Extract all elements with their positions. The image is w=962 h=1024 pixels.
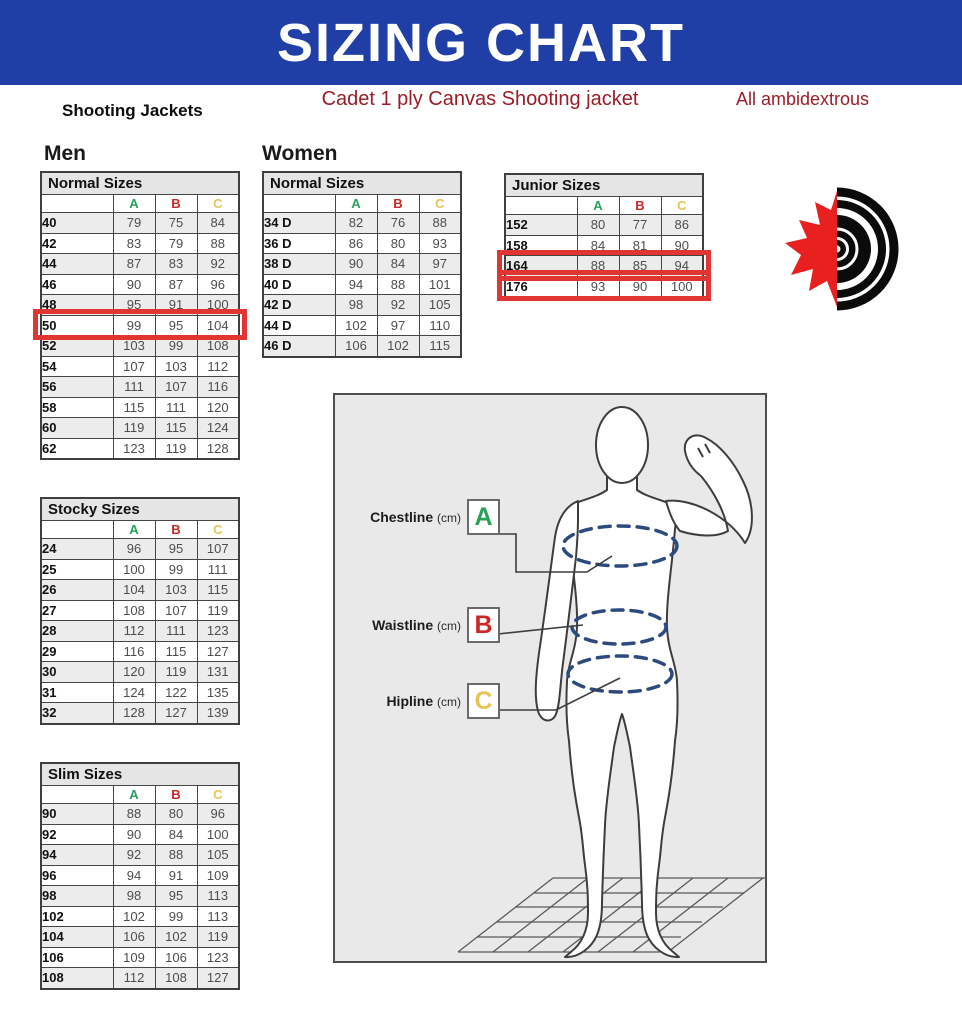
measure-value: 92 [377, 295, 419, 316]
measure-value: 92 [113, 845, 155, 866]
measure-value: 91 [155, 295, 197, 316]
size-label: 48 [41, 295, 113, 316]
col-header-c: C [197, 195, 239, 213]
size-label: 98 [41, 886, 113, 907]
subtitle-ambidextrous: All ambidextrous [736, 89, 870, 109]
waistline-text: Waistline [372, 617, 434, 633]
measure-value: 99 [113, 315, 155, 336]
page-title: SIZING CHART [277, 12, 685, 73]
table-row [263, 274, 461, 295]
size-label: 46 D [263, 336, 335, 357]
measure-value: 123 [197, 621, 239, 642]
measure-value: 119 [197, 600, 239, 621]
measure-value: 85 [619, 256, 661, 277]
measure-value: 87 [155, 274, 197, 295]
corner-cell [41, 195, 113, 213]
measure-value: 90 [619, 276, 661, 297]
chestline-label [339, 509, 461, 525]
size-label: 108 [41, 968, 113, 989]
measure-value: 99 [155, 336, 197, 357]
table-row [41, 662, 239, 683]
measure-value: 109 [113, 947, 155, 968]
table-row [41, 927, 239, 948]
slim-sizes-table [40, 762, 238, 990]
size-label: 104 [41, 927, 113, 948]
chestline-text: Chestline [370, 509, 434, 525]
measure-value: 98 [335, 295, 377, 316]
measure-value: 86 [661, 215, 703, 236]
table-row [263, 233, 461, 254]
col-header-b: B [155, 786, 197, 804]
measurement-diagram [333, 393, 767, 963]
measure-value: 94 [335, 274, 377, 295]
table-row [41, 947, 239, 968]
measure-value: 103 [113, 336, 155, 357]
measure-value: 106 [113, 927, 155, 948]
body-figure-illustration [335, 395, 765, 961]
table-row [41, 621, 239, 642]
measure-value: 80 [377, 233, 419, 254]
size-label: 158 [505, 235, 577, 256]
letter-box-b: B [467, 607, 500, 643]
table-title: Slim Sizes [41, 763, 239, 786]
size-label: 42 [41, 233, 113, 254]
measure-value: 75 [155, 213, 197, 234]
maple-leaf-target-logo [773, 185, 901, 313]
table-row [263, 254, 461, 275]
table-row [41, 804, 239, 825]
women-normal-sizes-table [262, 171, 460, 358]
measure-value: 92 [197, 254, 239, 275]
measure-value: 88 [577, 256, 619, 277]
measure-value: 128 [113, 703, 155, 724]
waistline-label [339, 617, 461, 633]
measure-value: 116 [197, 377, 239, 398]
size-label: 26 [41, 580, 113, 601]
table-row [41, 539, 239, 560]
target-icon [773, 185, 901, 313]
measure-value: 105 [197, 845, 239, 866]
men-normal-sizes-table [40, 171, 238, 460]
chestline-unit: (cm) [437, 511, 461, 525]
measure-value: 96 [197, 804, 239, 825]
size-label: 38 D [263, 254, 335, 275]
table-row [41, 397, 239, 418]
measure-value: 84 [577, 235, 619, 256]
measure-value: 112 [197, 356, 239, 377]
table-row [41, 580, 239, 601]
measure-value: 105 [419, 295, 461, 316]
measure-value: 95 [155, 539, 197, 560]
measure-value: 109 [197, 865, 239, 886]
corner-cell [41, 786, 113, 804]
measure-value: 108 [155, 968, 197, 989]
measure-value: 107 [197, 539, 239, 560]
junior-sizes-table [504, 173, 702, 298]
table-row [41, 559, 239, 580]
measure-value: 110 [419, 315, 461, 336]
size-label: 164 [505, 256, 577, 277]
size-label: 44 [41, 254, 113, 275]
table-row [263, 213, 461, 234]
measure-value: 90 [661, 235, 703, 256]
table-row [41, 315, 239, 336]
measure-value: 76 [377, 213, 419, 234]
measure-value: 107 [155, 377, 197, 398]
measure-value: 95 [113, 295, 155, 316]
measure-value: 102 [155, 927, 197, 948]
measure-value: 82 [335, 213, 377, 234]
size-label: 44 D [263, 315, 335, 336]
table-row [263, 336, 461, 357]
hipline-label [339, 693, 461, 709]
measure-value: 81 [619, 235, 661, 256]
measure-value: 77 [619, 215, 661, 236]
measure-value: 94 [661, 256, 703, 277]
size-label: 28 [41, 621, 113, 642]
measure-value: 106 [335, 336, 377, 357]
size-label: 31 [41, 682, 113, 703]
measure-value: 95 [155, 886, 197, 907]
size-label: 29 [41, 641, 113, 662]
measure-value: 83 [155, 254, 197, 275]
table-row [41, 865, 239, 886]
measure-value: 111 [155, 621, 197, 642]
measure-value: 115 [197, 580, 239, 601]
col-header-b: B [155, 195, 197, 213]
measure-value: 104 [113, 580, 155, 601]
size-label: 56 [41, 377, 113, 398]
size-label: 30 [41, 662, 113, 683]
letter-box-a: A [467, 499, 500, 535]
measure-value: 115 [155, 641, 197, 662]
hipline-label-group [339, 683, 500, 719]
measure-value: 107 [155, 600, 197, 621]
table-row [41, 641, 239, 662]
measure-value: 95 [155, 315, 197, 336]
size-label: 36 D [263, 233, 335, 254]
measure-value: 87 [113, 254, 155, 275]
table-row [41, 274, 239, 295]
measure-value: 106 [155, 947, 197, 968]
measure-value: 119 [113, 418, 155, 439]
section-heading-women: Women [262, 142, 338, 165]
measure-value: 84 [377, 254, 419, 275]
floor-grid [458, 878, 765, 952]
measure-value: 80 [577, 215, 619, 236]
col-header-a: A [113, 195, 155, 213]
table-row [505, 235, 703, 256]
measure-value: 120 [197, 397, 239, 418]
size-label: 42 D [263, 295, 335, 316]
table-row [505, 215, 703, 236]
table-row [41, 906, 239, 927]
col-header-a: A [113, 786, 155, 804]
size-label: 92 [41, 824, 113, 845]
measure-value: 123 [197, 947, 239, 968]
measure-value: 83 [113, 233, 155, 254]
table-row [41, 295, 239, 316]
col-header-b: B [155, 521, 197, 539]
size-label: 27 [41, 600, 113, 621]
size-label: 176 [505, 276, 577, 297]
measure-value: 91 [155, 865, 197, 886]
measure-value: 97 [377, 315, 419, 336]
col-header-c: C [197, 786, 239, 804]
measure-value: 79 [155, 233, 197, 254]
measure-value: 97 [419, 254, 461, 275]
measure-value: 131 [197, 662, 239, 683]
measure-value: 103 [155, 356, 197, 377]
table-row [41, 886, 239, 907]
table-row [41, 600, 239, 621]
size-label: 25 [41, 559, 113, 580]
measure-value: 94 [113, 865, 155, 886]
corner-cell [263, 195, 335, 213]
table-row [41, 336, 239, 357]
size-label: 24 [41, 539, 113, 560]
measure-value: 96 [113, 539, 155, 560]
col-header-a: A [113, 521, 155, 539]
measure-value: 107 [113, 356, 155, 377]
table-row [41, 418, 239, 439]
measure-value: 102 [335, 315, 377, 336]
measure-value: 113 [197, 906, 239, 927]
measure-value: 115 [113, 397, 155, 418]
measure-value: 88 [155, 845, 197, 866]
size-label: 46 [41, 274, 113, 295]
col-header-c: C [197, 521, 239, 539]
measure-value: 119 [155, 438, 197, 459]
size-label: 58 [41, 397, 113, 418]
measure-value: 80 [155, 804, 197, 825]
stocky-sizes-table [40, 497, 238, 725]
measure-value: 100 [197, 824, 239, 845]
measure-value: 84 [155, 824, 197, 845]
measure-value: 93 [577, 276, 619, 297]
col-header-c: C [419, 195, 461, 213]
measure-value: 116 [113, 641, 155, 662]
measure-value: 135 [197, 682, 239, 703]
size-label: 94 [41, 845, 113, 866]
size-label: 52 [41, 336, 113, 357]
measure-value: 120 [113, 662, 155, 683]
measure-value: 90 [335, 254, 377, 275]
measure-value: 115 [155, 418, 197, 439]
measure-value: 124 [197, 418, 239, 439]
size-label: 96 [41, 865, 113, 886]
size-label: 152 [505, 215, 577, 236]
table-row [41, 703, 239, 724]
table-row [505, 256, 703, 277]
subtitle-shooting-jackets: Shooting Jackets [62, 101, 203, 120]
measure-value: 88 [113, 804, 155, 825]
size-label: 54 [41, 356, 113, 377]
measure-value: 93 [419, 233, 461, 254]
size-label: 32 [41, 703, 113, 724]
measure-value: 127 [155, 703, 197, 724]
measure-value: 100 [113, 559, 155, 580]
hipline-text: Hipline [386, 693, 434, 709]
corner-cell [505, 197, 577, 215]
measure-value: 102 [377, 336, 419, 357]
table-title: Normal Sizes [41, 172, 239, 195]
measure-value: 113 [197, 886, 239, 907]
size-label: 106 [41, 947, 113, 968]
measure-value: 86 [335, 233, 377, 254]
table-row [41, 356, 239, 377]
measure-value: 100 [661, 276, 703, 297]
table-row [41, 254, 239, 275]
table-row [41, 377, 239, 398]
measure-value: 112 [113, 968, 155, 989]
table-title: Junior Sizes [505, 174, 703, 197]
letter-box-c: C [467, 683, 500, 719]
measure-value: 108 [113, 600, 155, 621]
chestline-label-group [339, 499, 500, 535]
table-row [41, 968, 239, 989]
measure-value: 99 [155, 559, 197, 580]
measure-value: 139 [197, 703, 239, 724]
corner-cell [41, 521, 113, 539]
size-label: 62 [41, 438, 113, 459]
col-header-c: C [661, 197, 703, 215]
table-title: Stocky Sizes [41, 498, 239, 521]
measure-value: 119 [197, 927, 239, 948]
table-row [41, 233, 239, 254]
measure-value: 111 [197, 559, 239, 580]
header-banner [0, 0, 962, 85]
measure-value: 108 [197, 336, 239, 357]
measure-value: 111 [155, 397, 197, 418]
table-row [41, 824, 239, 845]
section-heading-men: Men [44, 142, 86, 165]
measure-value: 122 [155, 682, 197, 703]
measure-value: 111 [113, 377, 155, 398]
measure-value: 128 [197, 438, 239, 459]
table-row [41, 682, 239, 703]
table-row [263, 315, 461, 336]
measure-value: 104 [197, 315, 239, 336]
measure-value: 127 [197, 641, 239, 662]
size-label: 40 [41, 213, 113, 234]
measure-value: 90 [113, 824, 155, 845]
measure-value: 79 [113, 213, 155, 234]
measure-value: 88 [377, 274, 419, 295]
measure-value: 88 [197, 233, 239, 254]
table-row [41, 438, 239, 459]
hipline-unit: (cm) [437, 695, 461, 709]
table-row [41, 213, 239, 234]
col-header-a: A [577, 197, 619, 215]
measure-value: 98 [113, 886, 155, 907]
table-row [505, 276, 703, 297]
measure-value: 103 [155, 580, 197, 601]
waistline-unit: (cm) [437, 619, 461, 633]
size-label: 102 [41, 906, 113, 927]
body-outline [536, 407, 752, 957]
measure-value: 102 [113, 906, 155, 927]
measure-value: 84 [197, 213, 239, 234]
table-title: Normal Sizes [263, 172, 461, 195]
measure-value: 99 [155, 906, 197, 927]
subtitle-product-name: Cadet 1 ply Canvas Shooting jacket [321, 88, 639, 110]
measure-value: 100 [197, 295, 239, 316]
measure-value: 115 [419, 336, 461, 357]
size-label: 60 [41, 418, 113, 439]
col-header-a: A [335, 195, 377, 213]
table-row [41, 845, 239, 866]
size-label: 50 [41, 315, 113, 336]
measure-value: 127 [197, 968, 239, 989]
measure-value: 96 [197, 274, 239, 295]
measure-value: 123 [113, 438, 155, 459]
size-label: 90 [41, 804, 113, 825]
size-label: 40 D [263, 274, 335, 295]
table-row [263, 295, 461, 316]
col-header-b: B [619, 197, 661, 215]
measure-value: 88 [419, 213, 461, 234]
measure-value: 124 [113, 682, 155, 703]
col-header-b: B [377, 195, 419, 213]
measure-value: 119 [155, 662, 197, 683]
waistline-label-group [339, 607, 500, 643]
measure-value: 101 [419, 274, 461, 295]
size-label: 34 D [263, 213, 335, 234]
measure-value: 112 [113, 621, 155, 642]
measure-value: 90 [113, 274, 155, 295]
